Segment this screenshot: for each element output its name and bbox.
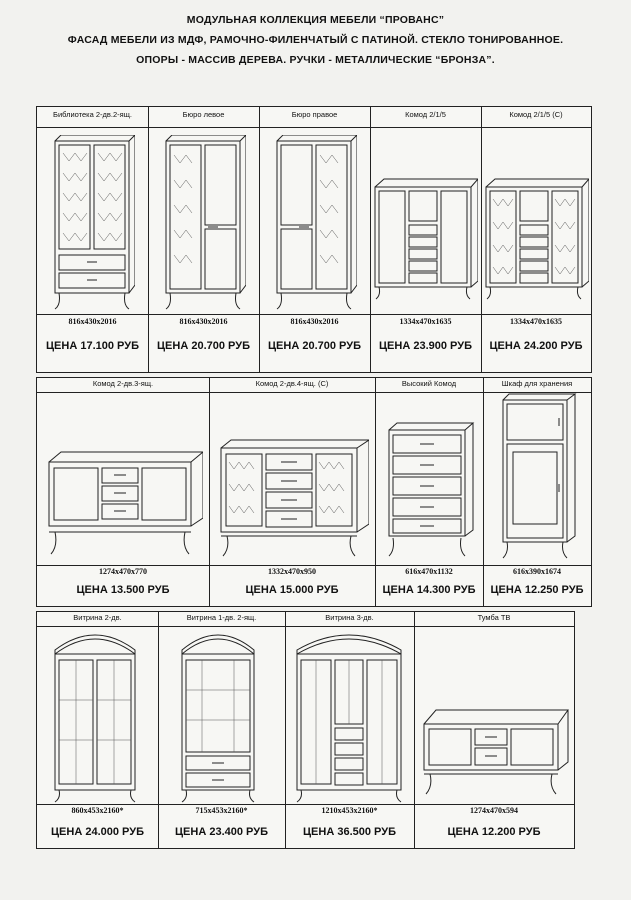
- product-title: Комод 2/1/5: [405, 110, 446, 119]
- product-price: ЦЕНА 20.700 РУБ: [157, 340, 250, 352]
- display-cabinet-3door-icon: [293, 628, 407, 803]
- product-dimensions: 816x430x2016: [179, 317, 228, 326]
- product-dimensions: 1334x470x1635: [510, 317, 562, 326]
- product-dimensions: 715x453x2160*: [195, 806, 248, 815]
- product-dimensions: 1210x453x2160*: [321, 806, 378, 815]
- product-title: Витрина 3-дв.: [325, 613, 374, 622]
- product-price: ЦЕНА 12.200 РУБ: [447, 826, 541, 838]
- product-dimensions: 1334x470x1635: [399, 317, 452, 326]
- product-title: Витрина 1-дв. 2-ящ.: [186, 613, 257, 622]
- product-title: Комод 2-дв.4-ящ. (С): [255, 379, 329, 388]
- product-title: Бюро правое: [291, 110, 338, 119]
- product-title: Библиотека 2-дв.2-ящ.: [53, 110, 132, 119]
- product-title: Комод 2/1/5 (С): [509, 110, 563, 119]
- product-price: ЦЕНА 23.400 РУБ: [175, 826, 268, 838]
- product-price: ЦЕНА 20.700 РУБ: [268, 340, 361, 352]
- product-card: [370, 107, 482, 372]
- product-dimensions: 1274x470x594: [470, 806, 518, 815]
- product-card: [375, 378, 484, 606]
- product-card: [414, 612, 574, 848]
- product-dimensions: 816x430x2016: [290, 317, 339, 326]
- collection-title: МОДУЛЬНАЯ КОЛЛЕКЦИЯ МЕБЕЛИ “ПРОВАНС”: [186, 14, 445, 26]
- chest-2door-3drawer-icon: [45, 448, 203, 560]
- product-card: [209, 378, 376, 606]
- materials-description: ОПОРЫ - МАССИВ ДЕРЕВА. РУЧКИ - МЕТАЛЛИЧЕСКИЕ “БРОНЗА”.: [136, 54, 495, 66]
- product-card: [37, 612, 159, 848]
- catalog-section-1: [36, 106, 592, 373]
- product-price: ЦЕНА 36.500 РУБ: [303, 826, 396, 838]
- product-title: Комод 2-дв.3-ящ.: [92, 379, 154, 388]
- product-price: ЦЕНА 24.200 РУБ: [489, 340, 583, 352]
- product-card: [259, 107, 371, 372]
- product-price: ЦЕНА 17.100 РУБ: [46, 340, 139, 352]
- product-title: Высокий Комод: [401, 379, 457, 388]
- product-dimensions: 1332x470x950: [268, 567, 316, 576]
- facade-description: ФАСАД МЕБЕЛИ ИЗ МДФ, РАМОЧНО-ФИЛЕНЧАТЫЙ С ПАТИНОЙ. СТЕКЛО ТОНИРОВАННОЕ.: [67, 34, 564, 46]
- product-dimensions: 616x390x1674: [513, 567, 561, 576]
- product-dimensions: 860x453x2160*: [71, 806, 124, 815]
- page-header: [0, 14, 631, 74]
- bureau-right-icon: [273, 135, 357, 310]
- bookcase-2door-2drawer-icon: [51, 135, 135, 310]
- product-card: [148, 107, 260, 372]
- product-card: [285, 612, 415, 848]
- product-dimensions: 616x470x1132: [405, 567, 453, 576]
- product-dimensions: 816x430x2016: [68, 317, 117, 326]
- chest-2door-4drawer-glass-icon: [217, 436, 369, 560]
- product-card: [158, 612, 286, 848]
- catalog-section-2: [36, 377, 592, 607]
- storage-cabinet-icon: [499, 392, 579, 562]
- product-card: [37, 107, 149, 372]
- product-price: ЦЕНА 13.500 РУБ: [76, 584, 170, 596]
- product-title: Витрина 2-дв.: [73, 613, 122, 622]
- chest-2-1-5-icon: [372, 177, 478, 302]
- product-card: [483, 378, 591, 606]
- catalog-section-3: [36, 611, 575, 849]
- tall-chest-icon: [385, 420, 475, 560]
- display-cabinet-1door-2drawer-icon: [178, 628, 266, 803]
- product-title: Шкаф для хранения: [501, 379, 573, 388]
- product-price: ЦЕНА 24.000 РУБ: [51, 826, 144, 838]
- product-card: [37, 378, 210, 606]
- display-cabinet-2door-icon: [51, 628, 143, 803]
- bureau-left-icon: [162, 135, 246, 310]
- product-price: ЦЕНА 23.900 РУБ: [379, 340, 472, 352]
- chest-2-1-5-glass-icon: [483, 177, 589, 302]
- product-title: Бюро левое: [182, 110, 225, 119]
- product-dimensions: 1274x470x770: [99, 567, 147, 576]
- product-title: Тумба ТВ: [477, 613, 511, 622]
- product-price: ЦЕНА 12.250 РУБ: [490, 584, 584, 596]
- product-card: [481, 107, 591, 372]
- product-price: ЦЕНА 15.000 РУБ: [245, 584, 339, 596]
- tv-stand-icon: [420, 704, 570, 800]
- product-price: ЦЕНА 14.300 РУБ: [382, 584, 476, 596]
